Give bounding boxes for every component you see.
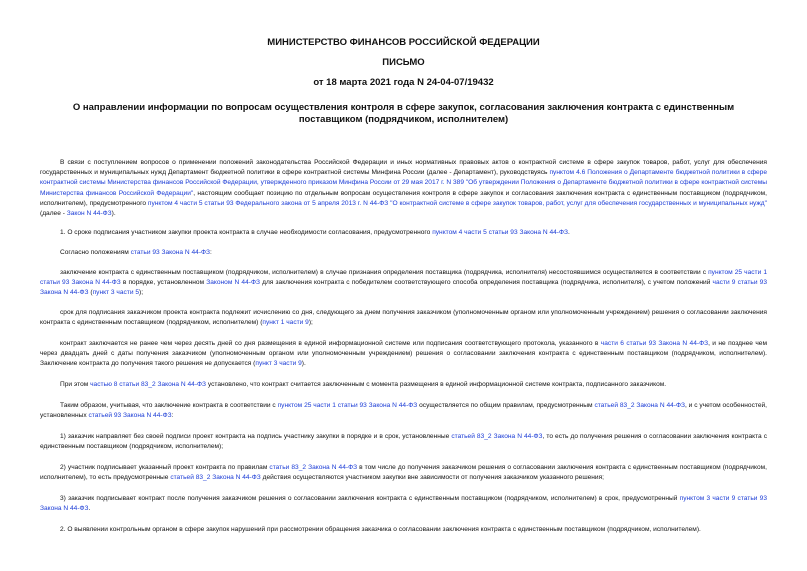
link-law-44fz[interactable]: Законом N 44-ФЗ [206,279,260,287]
list-item-2 [40,463,767,483]
paragraph-conclusion-rule [40,268,767,299]
text: . [568,229,570,236]
link-p25-ch1-art93[interactable]: пунктом 25 части 1 статьи 93 Закона N 44-ФЗ [40,269,767,287]
link-art83-2[interactable]: статьи 83_2 Закона N 44-ФЗ [269,464,358,471]
link-regulation[interactable]: пунктом 4.6 Положения о Департаменте бюджетной политики в сфере контрактной системы Министерства финансов Российской Федерации, утвержденного приказом Минфина России от 29 мая 2017 г. N 389 "Об утверждении Положения о Департаменте бюджетной политики в сфере контрактной системы Министерства финансов Российской Федерации" [40,169,767,197]
section-2-heading [40,525,767,535]
text: ); [308,319,313,327]
link-art83-2[interactable]: статьей 83_2 Закона N 44-ФЗ [451,433,543,440]
text: , то есть до получения решения о согласовании заключения контракта с единственным поставщиком (подрядчиком, исполнителем); [40,433,768,451]
list-item-1 [40,432,767,452]
paragraph-signing-term [40,308,767,328]
list-item-3 [40,494,767,514]
text: : [210,249,212,256]
paragraph-contract-timing [40,339,767,370]
text: . [88,505,91,513]
link-p3-ch9[interactable]: пункт 3 части 9 [255,360,302,368]
text: : [171,412,174,420]
document-type: ПИСЬМО [382,57,425,68]
link-law-44fz-short[interactable]: Закон N 44-ФЗ [66,210,112,218]
section-1-heading [40,228,767,238]
link-p4-ch5-art93[interactable]: пунктом 4 части 5 статьи 93 Закона N 44-ФЗ [432,229,569,236]
text: В связи с поступлением вопросов о применении положений законодательства Российской Федерации и иных нормативных правовых актов о контрактной системе в сфере закупок товаров, работ, услуг для обеспечения государственных и муниципальных нужд Департамент бюджетной политики в сфере контрактной системы Минфина России (далее - Департамент), руководствуясь [40,159,767,177]
text: , и с учетом особенностей, установленных [40,402,767,420]
link-art93[interactable]: статьи 93 Закона N 44-ФЗ [130,249,211,256]
text: (далее - [40,210,67,218]
link-ch6-art93[interactable]: части 6 статьи 93 Закона N 44-ФЗ [600,340,709,347]
paragraph-summary [40,401,767,421]
text: 1) заказчик направляет без своей подписи проект контракта на подпись участнику закупки в порядке и в срок, установленные [60,433,452,440]
text: 2. О выявлении контрольным органом в сфере закупок нарушений при рассмотрении обращения заказчика о согласовании заключения контракта с единственным поставщиком (подрядчиком, исполнителем). [60,526,701,533]
text: ( [88,289,93,297]
document-date-number: от 18 марта 2021 года N 24-04-07/19432 [313,77,494,88]
text: , настоящим сообщает позицию по отдельным вопросам осуществления контроля в сфере закупок и согласования заключения контракта с единственным поставщиком (подрядчиком, исполнителем), предусмотренного [40,189,768,207]
link-p3-ch9-art93[interactable]: пунктом 3 части 9 статьи 93 Закона N 44-ФЗ [40,495,767,513]
link-art83-2[interactable]: статьей 83_2 Закона N 44-ФЗ [170,474,261,482]
ministry-heading: МИНИСТЕРСТВО ФИНАНСОВ РОССИЙСКОЙ ФЕДЕРАЦИИ [267,37,540,48]
text: 3) заказчик подписывает контракт после получения заказчиком решения о согласовании заключения контракта с единственным поставщиком (подрядчиком, исполнителем) в срок, предусмотренный [60,495,680,502]
text: осуществляется по общим правилам, предусмотренным [417,402,595,409]
text: заключение контракта с единственным поставщиком (подрядчиком, исполнителем) в случае признания определения поставщика (подрядчика, исполнителя) несостоявшимся осуществляется в соответствии с [60,269,709,276]
link-p3-ch5[interactable]: пункт 3 части 5 [92,289,139,297]
link-law-44fz[interactable]: пунктом 4 части 5 статьи 93 Федерального закона от 5 апреля 2013 г. N 44-ФЗ "О контрактной системе в сфере закупок товаров, работ, услуг для обеспечения государственных и муниципальных нужд" [147,199,767,207]
text: 2) участник подписывает указанный проект контракта по правилам [60,464,270,471]
text: установлено, что контракт считается заключенным с момента размещения в единой информационной системе контракта, подписанного заказчиком. [206,381,667,388]
text: , и не позднее чем через двадцать дней с даты получения заказчиком (уполномоченным органом или уполномоченным учреждением) решения о согласовании заключения контракта с единственным поставщиком (подрядчиком, исполнителем). Заключение контракта до получения такого решения не допускается ( [40,340,767,368]
link-art83-2[interactable]: статьей 83_2 Закона N 44-ФЗ [594,402,685,409]
text: контракт заключается не ранее чем через десять дней со дня размещения в единой информационной системе или подписания соответствующего протокола, указанного в [60,340,601,347]
text: действия осуществляются участником закупки вне зависимости от получения заказчиком указанного решения; [260,474,604,482]
text: 1. О сроке подписания участником закупки проекта контракта в случае необходимости согласования, предусмотренного [60,229,433,236]
text: При этом [60,381,91,388]
paragraph-art93 [40,248,767,258]
document-subject: О направлении информации по вопросам осуществления контроля в сфере закупок, согласования заключения контракта с единственным поставщиком (подрядчиком, исполнителем) [72,102,735,125]
text: в порядке, установленном [120,279,207,287]
text: в том числе до получения заказчиком решения о согласовании заключения контракта с единственным поставщиком (подрядчиком, исполнителем), то есть предусмотренные [40,464,767,482]
text: для заключения контракта с победителем соответствующего способа определения поставщика (подрядчика, исполнителя), с учетом положений [259,279,713,287]
text: ). [301,360,306,368]
text: ); [139,289,144,297]
link-ch9-art93[interactable]: части 9 статьи 93 Закона N 44-ФЗ [40,279,767,297]
text: Согласно положениям [60,249,131,256]
link-p1-ch9[interactable]: пункт 1 части 9 [262,319,309,327]
text: Таким образом, учитывая, что заключение контракта в соответствии с [60,402,278,409]
link-p25-ch1-art93[interactable]: пунктом 25 части 1 статьи 93 Закона N 44-ФЗ [277,402,418,409]
intro-paragraph [40,158,767,219]
text: срок для подписания заказчиком проекта контракта подлежит исчислению со дня, следующего за днем получения заказчиком (уполномоченным органом или уполномоченным учреждением) решения о согласовании заключения контракта с единственным поставщиком (подрядчиком, исполнителем) ( [40,309,767,327]
link-art93[interactable]: статьей 93 Закона N 44-ФЗ [88,412,172,420]
text: ). [111,210,116,218]
paragraph-art83-2 [40,380,767,390]
link-ch8-art83-2[interactable]: частью 8 статьи 83_2 Закона N 44-ФЗ [90,381,207,388]
